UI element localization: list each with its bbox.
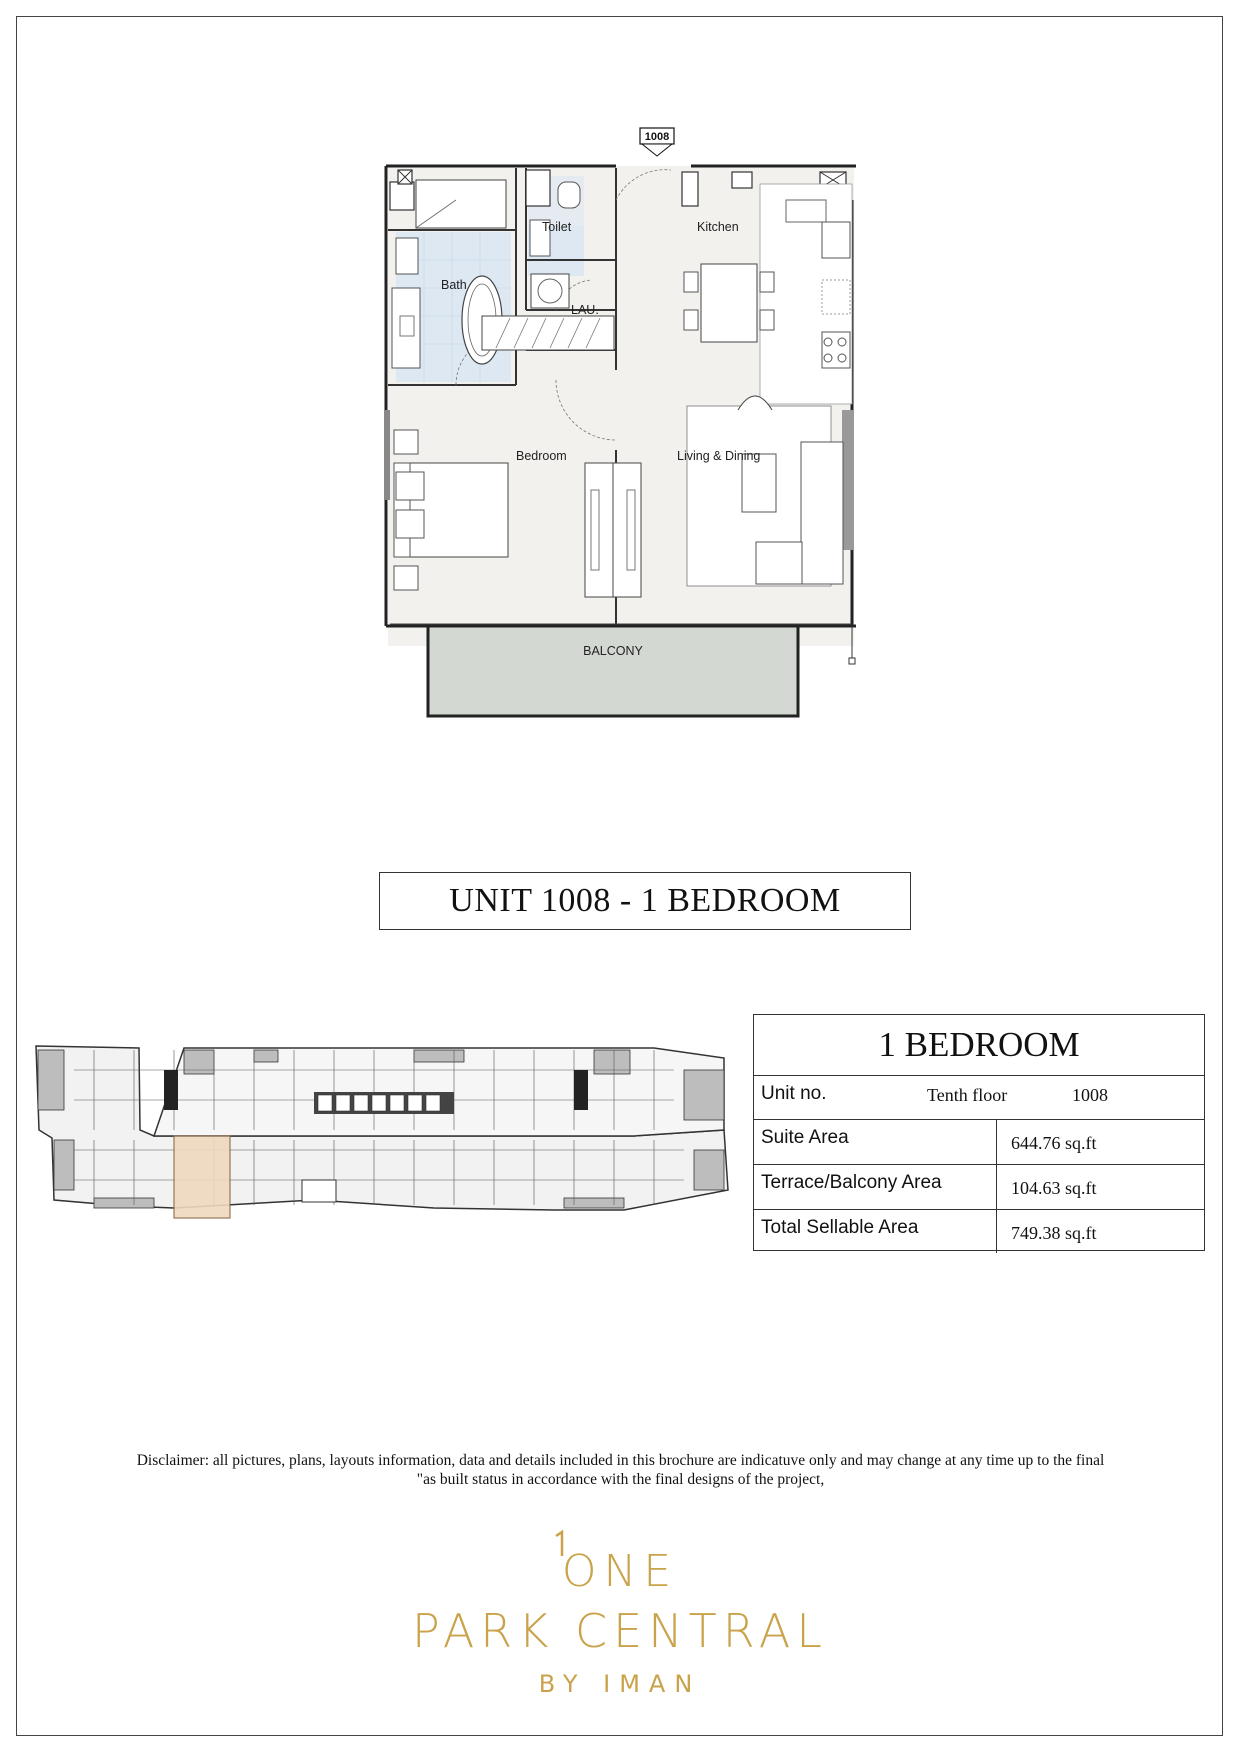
row-label: Total Sellable Area xyxy=(754,1210,997,1253)
unit-number-value: 1008 xyxy=(1072,1085,1108,1105)
disclaimer xyxy=(60,1451,1181,1489)
label-toilet: Toilet xyxy=(542,220,572,234)
disclaimer-line-1: Disclaimer: all pictures, plans, layouts information, data and details included in this brochure are indicatuve only and may change at any time up to the final xyxy=(136,1452,1105,1469)
unit-no-label: Unit no. xyxy=(761,1083,827,1104)
label-living-dining: Living & Dining xyxy=(677,449,761,463)
unit-tag-label: 1008 xyxy=(644,131,670,143)
info-row-total-area xyxy=(754,1210,1204,1253)
row-value: 644.76 sq.ft xyxy=(1011,1133,1097,1153)
unit-tag xyxy=(640,128,674,156)
label-bath: Bath xyxy=(441,278,467,292)
key-floor-plan xyxy=(34,1040,730,1220)
brand-logo xyxy=(370,1528,870,1708)
floor-value: Tenth floor xyxy=(927,1085,1008,1105)
row-value: 749.38 sq.ft xyxy=(1011,1223,1097,1243)
highlighted-unit xyxy=(174,1136,230,1218)
unit-title: UNIT 1008 - 1 BEDROOM xyxy=(379,872,911,930)
info-unit-row xyxy=(754,1076,1204,1120)
label-bedroom: Bedroom xyxy=(516,449,567,463)
logo-line-2: PARK CENTRAL xyxy=(412,1604,828,1658)
row-value: 104.63 sq.ft xyxy=(1011,1178,1097,1198)
row-label: Suite Area xyxy=(754,1120,997,1164)
unit-floor-plan xyxy=(376,120,866,720)
logo-line-3: BY IMAN xyxy=(538,1670,702,1698)
info-heading: 1 BEDROOM xyxy=(754,1015,1204,1076)
label-kitchen: Kitchen xyxy=(697,220,739,234)
info-row-suite-area xyxy=(754,1120,1204,1165)
row-label: Terrace/Balcony Area xyxy=(754,1165,997,1209)
info-row-terrace-area xyxy=(754,1165,1204,1210)
logo-line-1: ONE xyxy=(561,1546,679,1597)
disclaimer-line-2: "as built status in accordance with the final designs of the project, xyxy=(416,1471,825,1488)
label-laundry: LAU. xyxy=(571,303,599,317)
label-balcony: BALCONY xyxy=(583,644,643,658)
unit-info-table xyxy=(753,1014,1205,1251)
